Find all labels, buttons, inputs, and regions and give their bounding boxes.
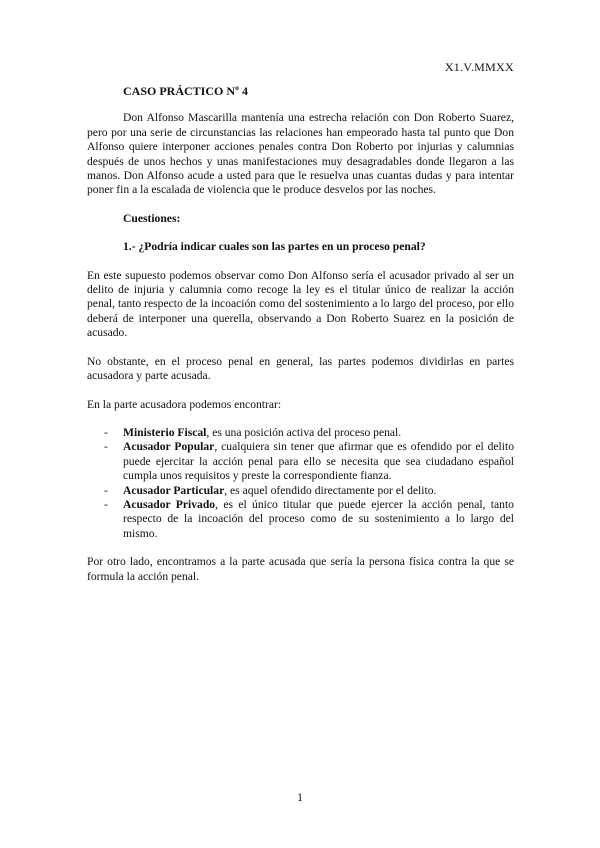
question-1: 1.- ¿Podría indicar cuales son las partes en un proceso penal? <box>123 240 426 254</box>
party-description: , es aquel ofendido directamente por el delito. <box>224 483 437 497</box>
list-item <box>87 498 514 541</box>
list-dash: - <box>104 497 108 511</box>
intro-paragraph: Don Alfonso Mascarilla mantenía una estrecha relación con Don Roberto Suarez, pero por una serie de circunstancias las relaciones han empeorado hasta tal punto que Don Alfonso quiere interponer acciones penales contra Don Roberto por injurias y calumnias después de unos hechos y unas manifestaciones muy desagradables donde llegaron a las manos. Don Alfonso acude a usted para que le resuelva unas cuantas dudas y para intentar poner fin a la escalada de violencia que le produce desvelos por las noches. <box>87 111 514 197</box>
answer-paragraph-4: Por otro lado, encontramos a la parte acusada que sería la persona física contra la que se formula la acción penal. <box>87 555 514 583</box>
page-number: 1 <box>297 790 303 804</box>
list-item <box>87 440 514 483</box>
party-description: , es una posición activa del proceso penal. <box>206 425 402 439</box>
party-term: Acusador Privado <box>123 497 216 511</box>
answer-paragraph-3: En la parte acusadora podemos encontrar: <box>87 397 282 411</box>
party-term: Acusador Popular <box>123 440 215 454</box>
questions-heading: Cuestiones: <box>123 211 181 225</box>
list-dash: - <box>104 483 108 497</box>
list-item <box>87 426 514 440</box>
party-term: Acusador Particular <box>123 483 225 497</box>
answer-paragraph-2: No obstante, en el proceso penal en general, las partes podemos dividirlas en partes acusadora y parte acusada. <box>87 354 514 383</box>
answer-paragraph-1: En este supuesto podemos observar como Don Alfonso sería el acusador privado al ser un delito de injuria y calumnia como recoge la ley es el titular único de realizar la acción penal, tanto respecto de la incoación como del sostenimiento a lo largo del proceso, por ello deberá de interponer una querella, observando a Don Roberto Suarez en la posición de acusado. <box>87 268 514 340</box>
party-term: Ministerio Fiscal <box>123 425 207 439</box>
list-dash: - <box>104 425 108 439</box>
list-dash: - <box>104 440 108 454</box>
party-description: , cualquiera sin tener que afirmar que es ofendido por el delito puede ejercitar la acción penal para ello se necesita que sea ciudadano español cumpla unos requisitos y preste la correspondiente fianza. <box>123 440 515 483</box>
party-description: , es el único titular que puede ejercer la acción penal, tanto respecto de la incoación del proceso como de su sostenimiento a lo largo del mismo. <box>123 497 514 540</box>
list-item <box>87 484 514 498</box>
document-date: X1.V.MMXX <box>444 60 514 74</box>
case-title: CASO PRÁCTICO Nº 4 <box>123 84 248 98</box>
parties-list <box>87 426 514 541</box>
document-body <box>87 84 514 584</box>
